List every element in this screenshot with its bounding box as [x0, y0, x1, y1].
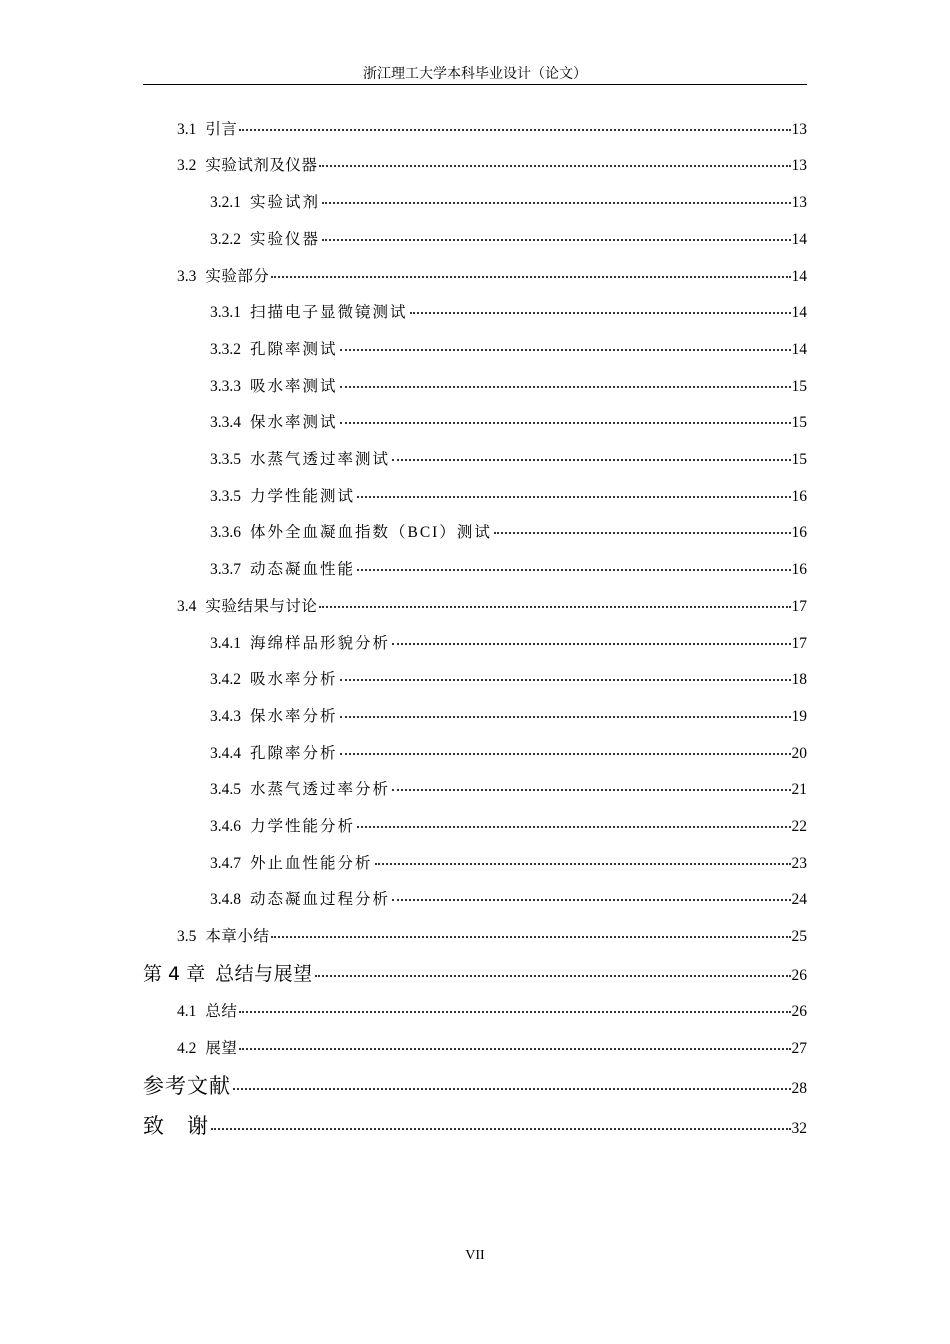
- toc-title: 实验试剂及仪器: [205, 157, 318, 174]
- toc-page-number: 28: [791, 1080, 807, 1097]
- toc-title: 吸水率分析: [250, 671, 338, 688]
- toc-entry[interactable]: [210, 487, 807, 507]
- toc-title: 总结: [205, 1003, 238, 1020]
- toc-page-number: 22: [791, 818, 807, 835]
- toc-page-number: 16: [791, 488, 807, 505]
- toc-page-number: 24: [791, 891, 807, 908]
- dot-leader: [357, 496, 790, 498]
- toc-entry[interactable]: [210, 413, 807, 433]
- toc-page-number: 15: [791, 378, 807, 395]
- dot-leader: [340, 753, 791, 755]
- dot-leader: [410, 312, 791, 314]
- dot-leader: [319, 165, 790, 167]
- toc-page-number: 14: [791, 304, 807, 321]
- toc-number: 3.3.5: [210, 451, 241, 468]
- toc-entry[interactable]: [210, 634, 807, 654]
- toc-page-number: 15: [791, 451, 807, 468]
- toc-title: 外止血性能分析: [250, 855, 373, 872]
- toc-page-number: 14: [791, 268, 807, 285]
- page-number-footer: VII: [465, 1248, 485, 1263]
- toc-title: 体外全血凝血指数（BCI）测试: [250, 524, 492, 541]
- toc-entry[interactable]: [210, 377, 807, 397]
- toc-title: 展望: [205, 1040, 238, 1057]
- dot-leader: [233, 1088, 791, 1090]
- toc-number: 3.4: [177, 598, 197, 615]
- toc-entry[interactable]: [177, 267, 807, 287]
- toc-title: 本章小结: [205, 928, 270, 945]
- toc-number: 3.3.2: [210, 341, 241, 358]
- toc-number: 3.2.1: [210, 194, 241, 211]
- toc-chapter-entry[interactable]: [143, 962, 807, 988]
- toc-number: 3.3.1: [210, 304, 241, 321]
- toc-number: 3.3.3: [210, 378, 241, 395]
- dot-leader: [392, 789, 790, 791]
- toc-page-number: 32: [791, 1120, 807, 1137]
- toc-chapter-title: 总结与展望: [215, 963, 313, 985]
- dot-leader: [375, 863, 791, 865]
- toc-title: 实验试剂: [250, 194, 321, 211]
- toc-page-number: 26: [791, 967, 807, 984]
- toc-entry[interactable]: [177, 156, 807, 176]
- toc-number: 3.3.4: [210, 414, 241, 431]
- toc-title: 实验结果与讨论: [205, 598, 318, 615]
- toc-number: 4.2: [177, 1040, 197, 1057]
- toc-title: 海绵样品形貌分析: [250, 635, 391, 652]
- toc-entry[interactable]: [210, 670, 807, 690]
- toc-title: 孔隙率测试: [250, 341, 338, 358]
- toc-title: 实验部分: [205, 268, 270, 285]
- dot-leader: [322, 239, 790, 241]
- toc-page-number: 17: [791, 598, 807, 615]
- toc-number: 3.4.1: [210, 635, 241, 652]
- toc-title: 扫描电子显微镜测试: [250, 304, 408, 321]
- toc-number: 3.4.3: [210, 708, 241, 725]
- dot-leader: [315, 975, 791, 977]
- dot-leader: [340, 716, 791, 718]
- toc-title: 动态凝血过程分析: [250, 891, 391, 908]
- toc-number: 3.4.5: [210, 781, 241, 798]
- toc-page-number: 15: [791, 414, 807, 431]
- dot-leader: [340, 386, 791, 388]
- dot-leader: [239, 1011, 790, 1013]
- toc-number: 3.1: [177, 121, 197, 138]
- toc-entry[interactable]: [210, 560, 807, 580]
- toc-chapter-number: 第 4 章: [143, 963, 206, 985]
- dot-leader: [357, 569, 790, 571]
- dot-leader: [271, 276, 790, 278]
- dot-leader: [392, 643, 790, 645]
- toc-page-number: 21: [791, 781, 807, 798]
- toc-entry[interactable]: [177, 927, 807, 947]
- toc-number: 3.4.2: [210, 671, 241, 688]
- toc-entry[interactable]: [210, 817, 807, 837]
- dot-leader: [392, 459, 790, 461]
- toc-title: 吸水率测试: [250, 378, 338, 395]
- toc-title: 保水率分析: [250, 708, 338, 725]
- toc-entry[interactable]: [210, 230, 807, 250]
- toc-number: 3.4.8: [210, 891, 241, 908]
- toc-page-number: 13: [791, 194, 807, 211]
- toc-page-number: 13: [791, 157, 807, 174]
- dot-leader: [322, 202, 790, 204]
- toc-number: 3.4.6: [210, 818, 241, 835]
- toc-acknowledgements-entry[interactable]: [143, 1113, 807, 1142]
- toc-number: 3.2: [177, 157, 197, 174]
- toc-entry[interactable]: [177, 597, 807, 617]
- toc-entry[interactable]: [210, 340, 807, 360]
- toc-title: 实验仪器: [250, 231, 321, 248]
- toc-entry[interactable]: [210, 890, 807, 910]
- toc-entry[interactable]: [210, 303, 807, 323]
- toc-entry[interactable]: [210, 744, 807, 764]
- toc-entry[interactable]: [210, 523, 807, 543]
- toc-title: 动态凝血性能: [250, 561, 356, 578]
- toc-page-number: 19: [791, 708, 807, 725]
- toc-page-number: 16: [791, 524, 807, 541]
- dot-leader: [239, 129, 790, 131]
- toc-entry[interactable]: [210, 193, 807, 213]
- toc-chapter-title: 致 谢: [143, 1114, 209, 1138]
- toc-number: 3.3.6: [210, 524, 241, 541]
- toc-page-number: 26: [791, 1003, 807, 1020]
- toc-page-number: 13: [791, 121, 807, 138]
- toc-page-number: 18: [791, 671, 807, 688]
- toc-entry[interactable]: [210, 450, 807, 470]
- toc-page-number: 14: [791, 341, 807, 358]
- toc-page-number: 17: [791, 635, 807, 652]
- dot-leader: [319, 606, 790, 608]
- toc-number: 3.3: [177, 268, 197, 285]
- toc-entry[interactable]: [210, 780, 807, 800]
- toc-number: 3.2.2: [210, 231, 241, 248]
- dot-leader: [211, 1128, 791, 1130]
- toc-title: 水蒸气透过率分析: [250, 781, 391, 798]
- toc-title: 力学性能测试: [250, 488, 356, 505]
- toc-entry[interactable]: [177, 1002, 807, 1022]
- dot-leader: [340, 349, 791, 351]
- toc-page-number: 25: [791, 928, 807, 945]
- toc-page-number: 20: [791, 745, 807, 762]
- toc-title: 保水率测试: [250, 414, 338, 431]
- toc-title: 水蒸气透过率测试: [250, 451, 391, 468]
- toc-page-number: 14: [791, 231, 807, 248]
- dot-leader: [239, 1048, 790, 1050]
- toc-page-number: 27: [791, 1040, 807, 1057]
- toc-number: 3.4.4: [210, 745, 241, 762]
- page-header: 浙江理工大学本科毕业设计（论文）: [363, 67, 587, 82]
- toc-number: 3.3.7: [210, 561, 241, 578]
- toc-entry[interactable]: [210, 707, 807, 727]
- header-rule: [143, 84, 807, 85]
- toc-number: 3.3.5: [210, 488, 241, 505]
- toc-chapter-title: 参考文献: [143, 1074, 231, 1098]
- toc-entry[interactable]: [210, 854, 807, 874]
- toc-number: 4.1: [177, 1003, 197, 1020]
- dot-leader: [271, 936, 790, 938]
- toc-title: 引言: [205, 121, 238, 138]
- toc-entry[interactable]: [177, 120, 807, 140]
- toc-entry[interactable]: [177, 1039, 807, 1059]
- toc-title: 孔隙率分析: [250, 745, 338, 762]
- dot-leader: [494, 532, 791, 534]
- toc-references-entry[interactable]: [143, 1073, 807, 1102]
- dot-leader: [392, 899, 790, 901]
- dot-leader: [357, 826, 790, 828]
- toc-title: 力学性能分析: [250, 818, 356, 835]
- toc-number: 3.4.7: [210, 855, 241, 872]
- dot-leader: [340, 422, 791, 424]
- toc-number: 3.5: [177, 928, 197, 945]
- toc-page-number: 16: [791, 561, 807, 578]
- dot-leader: [340, 679, 791, 681]
- toc-page-number: 23: [791, 855, 807, 872]
